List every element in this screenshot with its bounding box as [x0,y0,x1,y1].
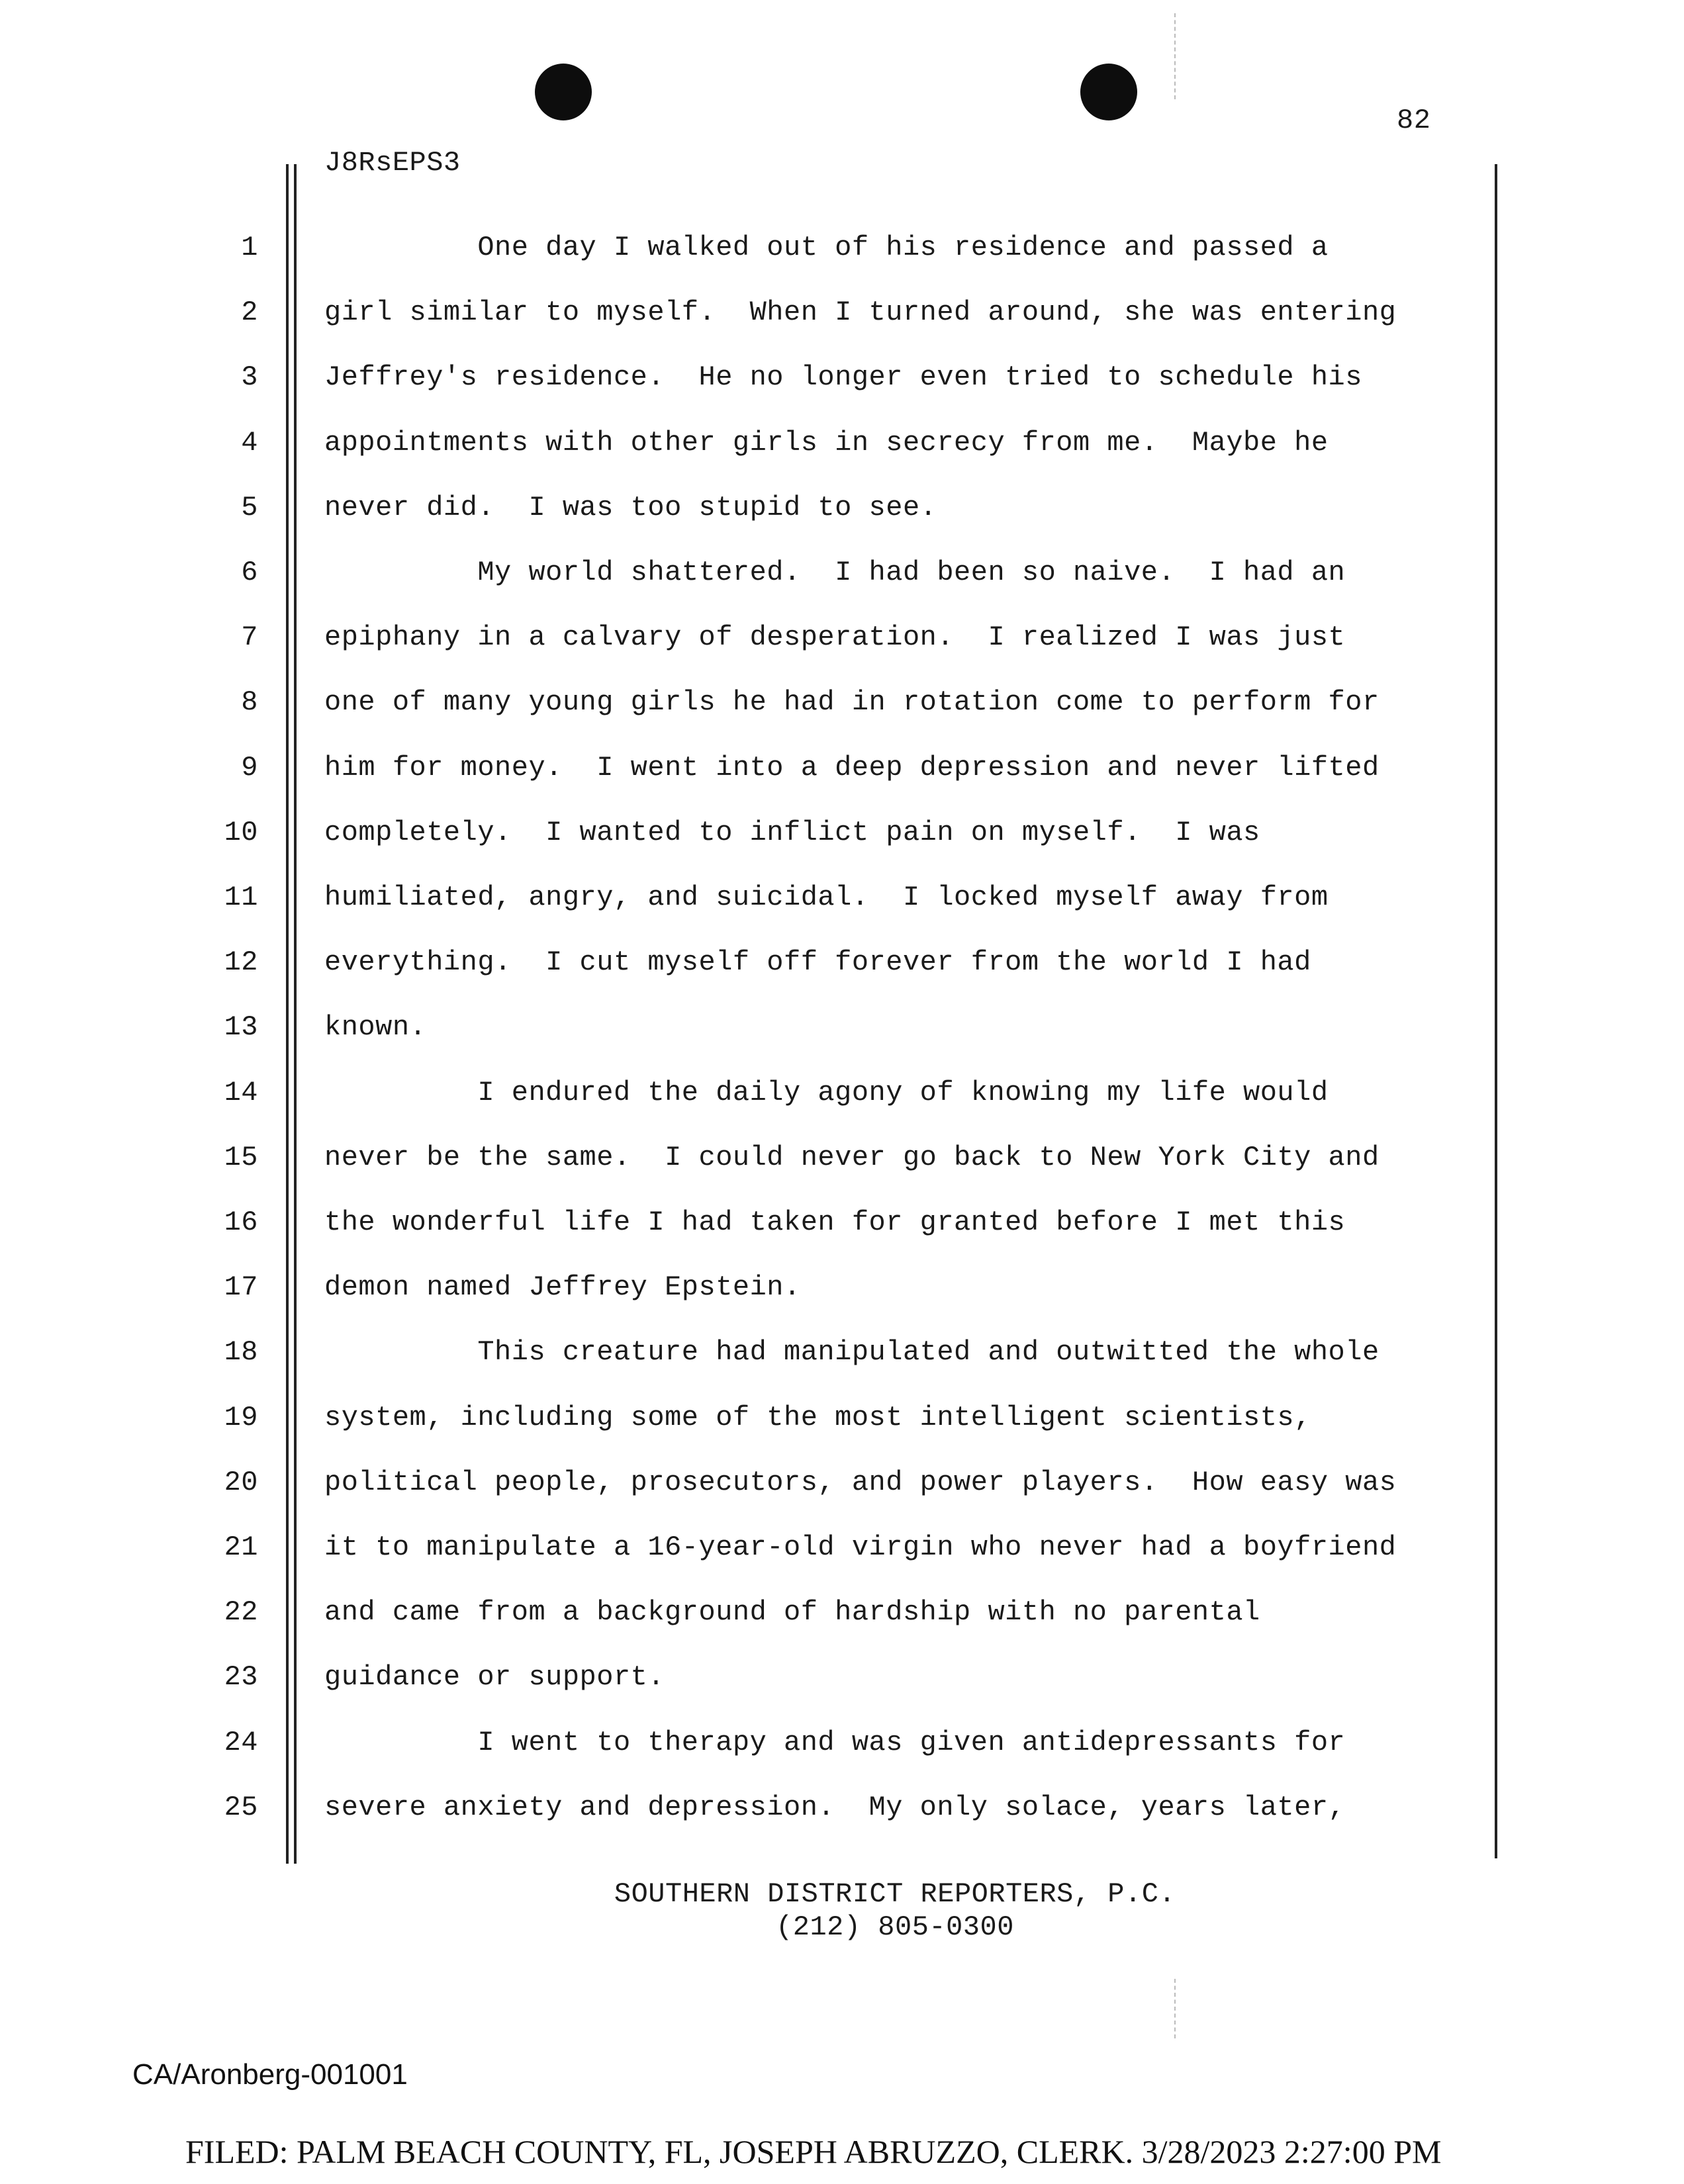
line-number: 2 [241,296,258,328]
line-number: 4 [241,427,258,459]
line-text: guidance or support. [324,1661,665,1693]
right-margin-rule [1495,164,1497,1858]
left-margin-rule-outer [286,164,289,1864]
line-text: severe anxiety and depression. My only solace, years later, [324,1792,1346,1823]
line-text: One day I walked out of his residence and passed a [324,232,1329,263]
line-number: 14 [224,1077,258,1109]
line-number: 18 [224,1336,258,1368]
reporter-phone: (212) 805-0300 [776,1911,1014,1943]
line-text: Jeffrey's residence. He no longer even tried to schedule his [324,361,1362,393]
line-text: and came from a background of hardship with no parental [324,1596,1260,1628]
line-number: 8 [241,686,258,718]
line-text: completely. I wanted to inflict pain on myself. I was [324,817,1260,848]
left-margin-rule-inner [294,164,297,1864]
line-number: 9 [241,752,258,784]
line-number: 17 [224,1271,258,1303]
line-text: never be the same. I could never go back to New York City and [324,1142,1380,1173]
line-text: him for money. I went into a deep depression and never lifted [324,752,1380,784]
line-text: My world shattered. I had been so naive. I had an [324,557,1346,588]
page-number: 82 [1397,105,1431,136]
line-number: 16 [224,1206,258,1238]
reporter-name: SOUTHERN DISTRICT REPORTERS, P.C. [614,1878,1176,1910]
line-text: known. [324,1011,427,1043]
line-number: 1 [241,232,258,263]
line-number: 19 [224,1402,258,1433]
filed-stamp: FILED: PALM BEACH COUNTY, FL, JOSEPH ABRUZZO, CLERK. 3/28/2023 2:27:00 PM [185,2133,1442,2170]
line-text: humiliated, angry, and suicidal. I locked myself away from [324,882,1329,913]
line-text: system, including some of the most intelligent scientists, [324,1402,1311,1433]
punch-hole-left [535,64,592,120]
line-text: epiphany in a calvary of desperation. I realized I was just [324,621,1346,653]
punch-hole-right [1080,64,1137,120]
line-number: 12 [224,946,258,978]
scan-artifact-top [1174,13,1177,99]
line-text: I endured the daily agony of knowing my life would [324,1077,1329,1109]
line-number: 11 [224,882,258,913]
line-number: 23 [224,1661,258,1693]
line-number: 13 [224,1011,258,1043]
line-number: 10 [224,817,258,848]
line-text: political people, prosecutors, and power players. How easy was [324,1467,1397,1498]
line-text: girl similar to myself. When I turned around, she was entering [324,296,1397,328]
bates-number: CA/Aronberg-001001 [132,2058,408,2091]
line-number: 25 [224,1792,258,1823]
line-text: never did. I was too stupid to see. [324,492,937,523]
line-number: 6 [241,557,258,588]
line-text: everything. I cut myself off forever from the world I had [324,946,1311,978]
line-number: 20 [224,1467,258,1498]
line-text: demon named Jeffrey Epstein. [324,1271,801,1303]
line-number: 3 [241,361,258,393]
line-number: 7 [241,621,258,653]
document-code: J8RsEPS3 [324,147,461,179]
line-number: 22 [224,1596,258,1628]
line-text: I went to therapy and was given antidepressants for [324,1727,1346,1758]
scan-artifact-bottom [1174,1979,1177,2038]
line-text: one of many young girls he had in rotation come to perform for [324,686,1380,718]
line-text: appointments with other girls in secrecy from me. Maybe he [324,427,1329,459]
line-text: it to manipulate a 16-year-old virgin who never had a boyfriend [324,1531,1397,1563]
line-text: the wonderful life I had taken for granted before I met this [324,1206,1346,1238]
line-number: 5 [241,492,258,523]
line-number: 21 [224,1531,258,1563]
line-number: 24 [224,1727,258,1758]
line-number: 15 [224,1142,258,1173]
line-text: This creature had manipulated and outwitted the whole [324,1336,1380,1368]
